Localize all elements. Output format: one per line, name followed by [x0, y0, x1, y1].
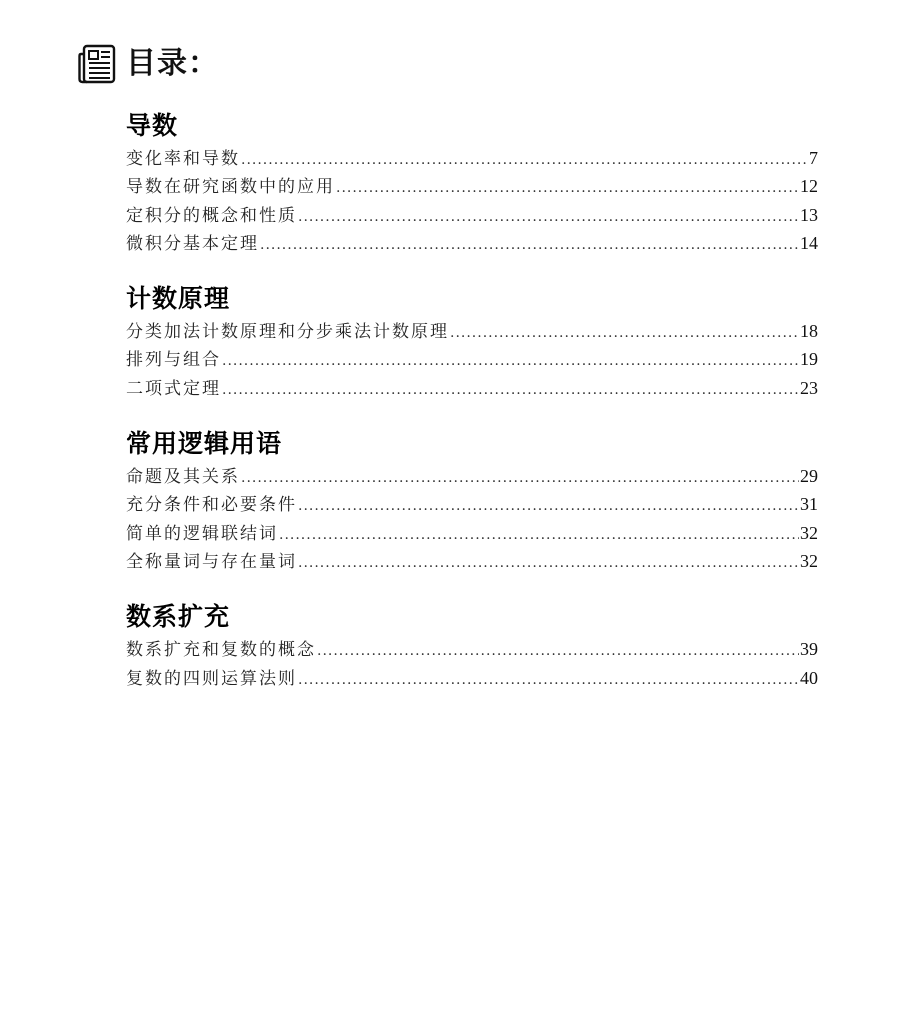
- dot-leader: [317, 637, 799, 665]
- entry-list: [126, 462, 818, 575]
- entry-page-number: 32: [800, 550, 818, 571]
- dot-leader: [298, 203, 799, 231]
- entry-page-number: 31: [800, 494, 818, 515]
- toc-entry[interactable]: [126, 229, 818, 257]
- toc-entry[interactable]: [126, 317, 818, 345]
- dot-leader: [279, 521, 799, 549]
- entry-label: 简单的逻辑联结词: [126, 523, 278, 544]
- dot-leader: [260, 231, 799, 259]
- entry-page-number: 23: [800, 377, 818, 398]
- toc-entry[interactable]: [126, 547, 818, 575]
- entry-page-number: 7: [809, 148, 818, 168]
- toc-entry[interactable]: [126, 519, 818, 547]
- entry-label: 复数的四则运算法则: [126, 668, 297, 689]
- newspaper-icon: [78, 44, 116, 84]
- dot-leader: [222, 376, 799, 404]
- toc-section-derivatives: [126, 108, 818, 257]
- entry-label: 分类加法计数原理和分步乘法计数原理: [126, 322, 449, 343]
- entry-label: 微积分基本定理: [126, 233, 259, 254]
- toc-section-counting: [126, 281, 818, 402]
- toc-title: 目录：: [126, 46, 219, 81]
- toc-entry[interactable]: [126, 664, 818, 692]
- entry-page-number: 12: [800, 176, 818, 197]
- toc-sections: [126, 108, 818, 716]
- dot-leader: [298, 492, 799, 520]
- toc-entry[interactable]: [126, 635, 818, 663]
- entry-label: 定积分的概念和性质: [126, 205, 297, 226]
- toc-entry[interactable]: [126, 144, 818, 172]
- toc-entry[interactable]: [126, 172, 818, 200]
- dot-leader: [298, 666, 799, 694]
- entry-list: [126, 317, 818, 402]
- entry-label: 数系扩充和复数的概念: [126, 640, 316, 661]
- toc-section-complex-numbers: [126, 599, 818, 692]
- entry-label: 充分条件和必要条件: [126, 495, 297, 516]
- toc-entry[interactable]: [126, 462, 818, 490]
- entry-page-number: 39: [800, 639, 818, 660]
- toc-entry[interactable]: [126, 490, 818, 518]
- entry-page-number: 29: [800, 466, 818, 487]
- dot-leader: [336, 174, 799, 202]
- dot-leader: [222, 347, 799, 375]
- entry-label: 二项式定理: [126, 378, 221, 399]
- entry-page-number: 13: [800, 204, 818, 225]
- toc-entry[interactable]: [126, 201, 818, 229]
- entry-label: 排列与组合: [126, 350, 221, 371]
- entry-label: 导数在研究函数中的应用: [126, 177, 335, 198]
- toc-entry[interactable]: [126, 345, 818, 373]
- entry-page-number: 19: [800, 349, 818, 370]
- entry-page-number: 18: [800, 321, 818, 342]
- section-title: 数系扩充: [126, 602, 231, 632]
- section-title: 导数: [126, 111, 179, 140]
- dot-leader: [298, 549, 799, 577]
- entry-label: 变化率和导数: [126, 149, 240, 169]
- entry-label: 命题及其关系: [126, 467, 240, 488]
- dot-leader: [450, 319, 799, 347]
- entry-label: 全称量词与存在量词: [126, 551, 297, 572]
- entry-list: [126, 144, 818, 257]
- section-title: 常用逻辑用语: [126, 429, 283, 459]
- dot-leader: [241, 464, 799, 492]
- toc-section-logic: [126, 426, 818, 575]
- toc-entry[interactable]: [126, 374, 818, 402]
- entry-page-number: 32: [800, 522, 818, 543]
- section-title: 计数原理: [126, 284, 231, 314]
- entry-page-number: 40: [800, 667, 818, 688]
- entry-page-number: 14: [800, 232, 818, 253]
- toc-header: [78, 42, 219, 86]
- entry-list: [126, 635, 818, 692]
- dot-leader: [241, 146, 808, 174]
